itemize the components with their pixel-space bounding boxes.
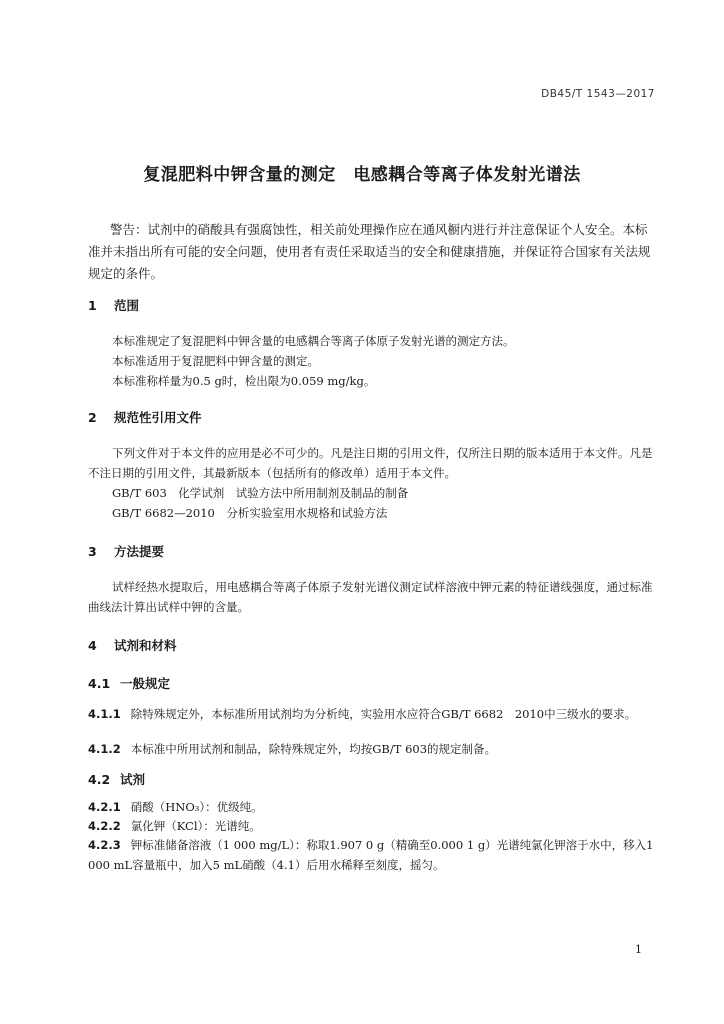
reference-item-2: GB/T 6682—2010 分析实验室用水规格和试验方法 xyxy=(112,506,388,520)
clause-number: 4.1.1 xyxy=(88,707,121,721)
section-number: 3 xyxy=(88,544,97,559)
standard-code: DB45/T 1543—2017 xyxy=(541,88,655,100)
scope-line-2: 本标准适用于复混肥料中钾含量的测定。 xyxy=(112,354,319,368)
clause-number: 4.2.1 xyxy=(88,800,121,814)
clause-4-1-2 xyxy=(88,739,496,759)
references-paragraph: 下列文件对于本文件的应用是必不可少的。凡是注日期的引用文件，仅所注日期的版本适用于本文件。凡是不注日期的引用文件，其最新版本（包括所有的修改单）适用于本文件。 xyxy=(88,446,653,480)
clause-number: 4.2.2 xyxy=(88,819,121,833)
subsection-heading-reagents xyxy=(88,770,145,788)
section-title: 范围 xyxy=(114,298,140,313)
section-heading-reagents xyxy=(88,636,177,654)
page-number: 1 xyxy=(635,943,642,956)
clause-4-1-1 xyxy=(88,704,658,724)
section-number: 2 xyxy=(88,410,97,425)
subsection-title: 试剂 xyxy=(120,772,146,787)
subsection-number: 4.2 xyxy=(88,772,111,787)
warning-paragraph: 警告：试剂中的硝酸具有强腐蚀性，相关前处理操作应在通风橱内进行并注意保证个人安全。本标准并未指出所有可能的安全问题，使用者有责任采取适当的安全和健康措施，并保证符合国家有关法规规定的条件。 xyxy=(88,222,651,281)
subsection-number: 4.1 xyxy=(88,676,111,691)
section-number: 4 xyxy=(88,638,97,653)
clause-text: 除特殊规定外，本标准所用试剂均为分析纯，实验用水应符合GB/T 6682 2010中三级水的要求。 xyxy=(130,707,637,721)
subsection-heading-general xyxy=(88,674,170,692)
scope-line-1: 本标准规定了复混肥料中钾含量的电感耦合等离子体原子发射光谱的测定方法。 xyxy=(112,334,515,348)
clause-4-2-1 xyxy=(88,797,263,817)
section-title: 规范性引用文件 xyxy=(114,410,202,425)
clause-text: 氯化钾（KCl）：光谱纯。 xyxy=(130,819,261,833)
section-number: 1 xyxy=(88,298,97,313)
section-heading-normative-references xyxy=(88,408,202,426)
section-heading-scope xyxy=(88,296,139,314)
clause-4-2-2 xyxy=(88,816,261,836)
scope-line-3: 本标准称样量为0.5 g时，检出限为0.059 mg/kg。 xyxy=(112,374,376,388)
clause-4-2-3 xyxy=(88,835,658,875)
clause-text: 硝酸（HNO₃）：优级纯。 xyxy=(130,800,263,814)
clause-text: 本标准中所用试剂和制品，除特殊规定外，均按GB/T 603的规定制备。 xyxy=(130,742,497,756)
clause-number: 4.2.3 xyxy=(88,838,121,852)
method-summary-paragraph: 试样经热水提取后，用电感耦合等离子体原子发射光谱仪测定试样溶液中钾元素的特征谱线强度，通过标准曲线法计算出试样中钾的含量。 xyxy=(88,580,653,614)
clause-number: 4.1.2 xyxy=(88,742,121,756)
section-title: 方法提要 xyxy=(114,544,165,559)
clause-text: 钾标准储备溶液（1 000 mg/L）：称取1.907 0 g（精确至0.000 1 g）光谱纯氯化钾溶于水中，移入1 000 mL容量瓶中，加入5 mL硝酸（4.1）后用水稀释至刻度，摇匀。 xyxy=(88,838,654,872)
section-title: 试剂和材料 xyxy=(114,638,177,653)
reference-item-1: GB/T 603 化学试剂 试验方法中所用制剂及制品的制备 xyxy=(112,486,409,500)
section-heading-method-summary xyxy=(88,542,164,560)
subsection-title: 一般规定 xyxy=(120,676,171,691)
document-title: 复混肥料中钾含量的测定 电感耦合等离子体发射光谱法 xyxy=(143,165,581,185)
